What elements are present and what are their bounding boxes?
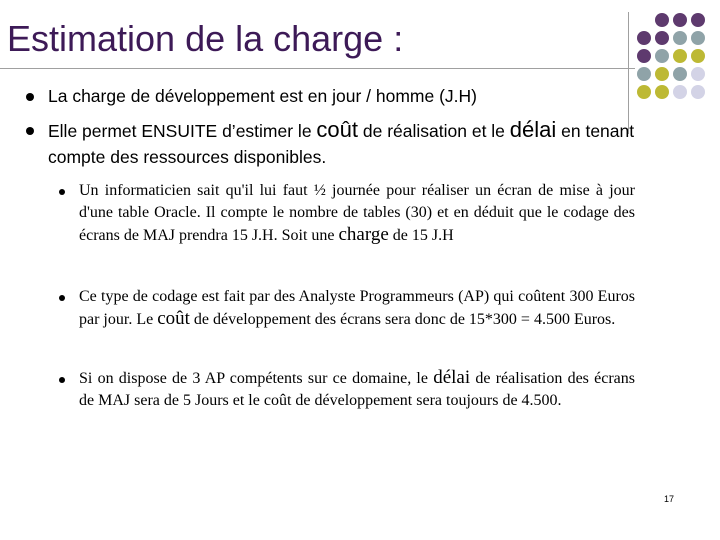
sub-bullet-text: Ce type de codage est fait par des Analyste Programmeurs (AP) qui coûtent 300 Euros par jour. Le xyxy=(79,288,635,328)
decorative-dot xyxy=(691,31,705,45)
decorative-vertical-line xyxy=(628,12,629,134)
bullet-level1-item xyxy=(48,83,632,109)
decorative-dot xyxy=(655,85,669,99)
title-underline xyxy=(0,68,635,69)
bullet-dot xyxy=(26,127,34,135)
decorative-dot xyxy=(691,49,705,63)
bullet-level2-item xyxy=(79,286,635,331)
emphasis-charge: charge xyxy=(338,224,389,245)
emphasis-delai: délai xyxy=(433,367,471,388)
page-number: 17 xyxy=(664,494,675,504)
decorative-dot xyxy=(655,67,669,81)
emphasis-delai: délai xyxy=(509,117,557,142)
decorative-dot xyxy=(637,85,651,99)
decorative-dot xyxy=(691,13,705,27)
decorative-dot xyxy=(655,13,669,27)
decorative-dot xyxy=(637,49,651,63)
decorative-dot xyxy=(673,85,687,99)
bullet-dot xyxy=(26,93,34,101)
bullet-level2-item xyxy=(79,180,635,247)
emphasis-cout: coût xyxy=(157,308,190,329)
bullet-text: de réalisation et le xyxy=(358,121,510,141)
decorative-dot xyxy=(637,31,651,45)
bullet-level1-item xyxy=(48,117,640,170)
decorative-dot xyxy=(691,67,705,81)
sub-bullet-dot xyxy=(59,189,65,195)
sub-bullet-text: de développement des écrans sera donc de 15*300 = 4.500 Euros. xyxy=(189,311,616,328)
decorative-dot xyxy=(655,31,669,45)
sub-bullet-dot xyxy=(59,377,65,383)
bullet-text: Elle permet ENSUITE d’estimer le xyxy=(48,121,317,141)
bullet-level2-item xyxy=(79,367,635,412)
bullet-text: La charge de développement est en jour / homme (J.H) xyxy=(48,86,477,106)
sub-bullet-text: Un informaticien sait qu'il lui faut ½ journée pour réaliser un écran de mise à jour d'une table Oracle. Il compte le nombre de tables (30) et en déduit que le codage des écrans de MAJ prendra 15 J.H. Soit une xyxy=(79,182,635,244)
sub-bullet-text: Si on dispose de 3 AP compétents sur ce domaine, le xyxy=(79,370,434,387)
sub-bullet-text: de 15 J.H xyxy=(388,227,454,244)
decorative-dot xyxy=(673,67,687,81)
sub-bullet-text: de réalisation des écrans de MAJ sera de 5 Jours et le coût de développement sera toujours de 4.500. xyxy=(79,370,636,409)
sub-bullet-dot xyxy=(59,295,65,301)
slide-title: Estimation de la charge : xyxy=(7,18,404,59)
emphasis-cout: coût xyxy=(316,117,359,142)
decorative-dot xyxy=(691,85,705,99)
bullet-text: en tenant compte des ressources disponibles. xyxy=(48,121,635,167)
decorative-dot xyxy=(655,49,669,63)
decorative-dot xyxy=(673,49,687,63)
decorative-dot xyxy=(673,13,687,27)
decorative-dot xyxy=(673,31,687,45)
decorative-dot xyxy=(637,67,651,81)
